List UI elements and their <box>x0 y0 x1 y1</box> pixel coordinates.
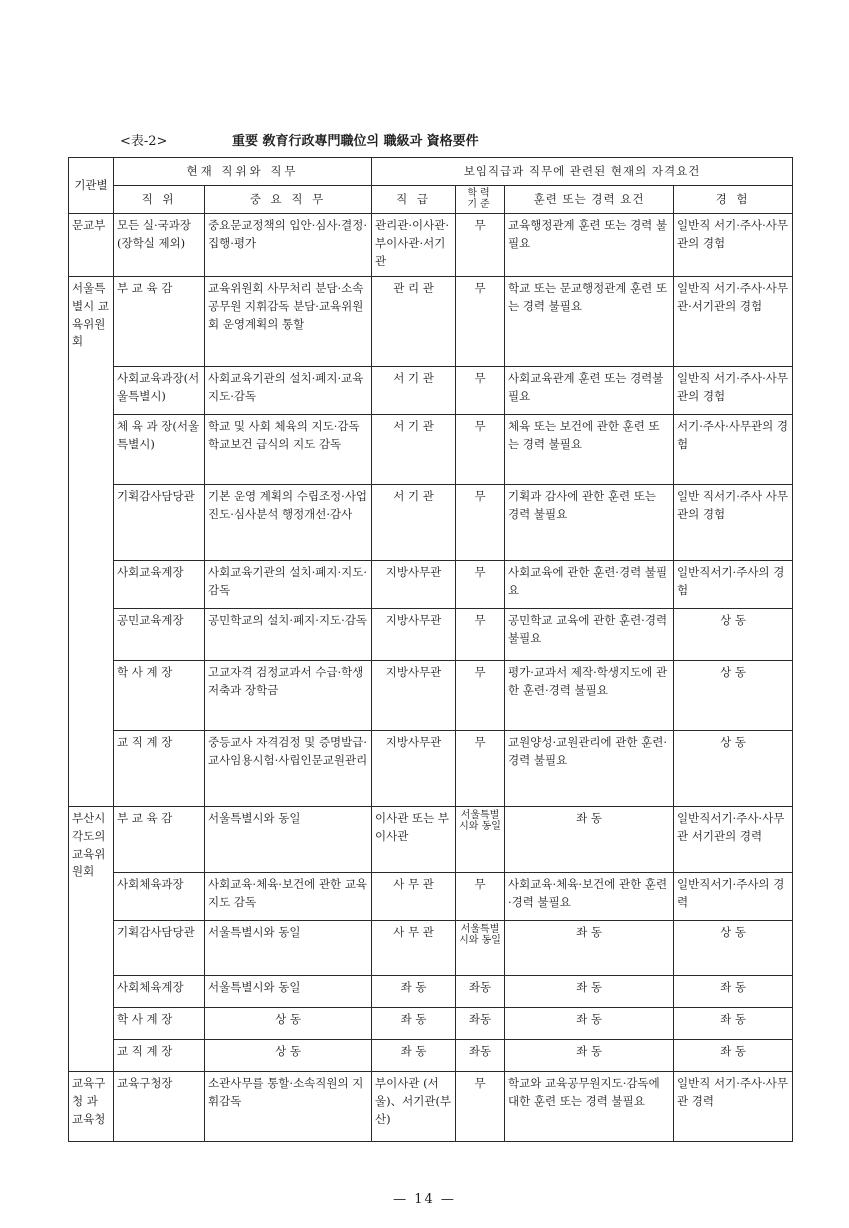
training-cell: 기획과 감사에 관한 훈련 또는 경력 불필요 <box>505 485 674 561</box>
header-row-1 <box>69 158 793 186</box>
table-row <box>69 277 793 367</box>
cert-cell: 서울특별시와 동일 <box>456 921 505 976</box>
duty-cell: 기본 운영 계획의 수립조정·사업진도·심사분석 행정개선·감사 <box>205 485 372 561</box>
duty-cell: 소관사무를 통할·소속직원의 지휘감독 <box>205 1072 372 1142</box>
cert-cell: 서울특별시와 동일 <box>456 807 505 873</box>
training-cell: 교육행정관계 훈련 또는 경력 불필요 <box>505 214 674 277</box>
table-row <box>69 873 793 921</box>
cert-cell: 좌동 <box>456 1008 505 1040</box>
cert-cell: 무 <box>456 661 505 731</box>
table-row <box>69 609 793 661</box>
duty-cell: 중등교사 자격검정 및 증명발급·교사임용시험·사립인문교원관리 <box>205 731 372 807</box>
header-required-group: 보임직급과 직무에 관련된 현재의 자격요건 <box>372 158 793 186</box>
grade-cell: 서 기 관 <box>372 485 456 561</box>
experience-cell: 일반직 서기·주사·사무관·서기관의 경험 <box>674 277 793 367</box>
header-org: 기관별 <box>69 158 114 214</box>
header-experience: 경 험 <box>674 186 793 214</box>
duty-cell: 공민학교의 설치·폐지·지도·감독 <box>205 609 372 661</box>
table-row <box>69 485 793 561</box>
header-row-2 <box>69 186 793 214</box>
grade-cell: 지방사무관 <box>372 561 456 609</box>
duty-cell: 서울특별시와 동일 <box>205 976 372 1008</box>
position-cell: 기획감사담당관 <box>114 485 205 561</box>
duty-cell: 사회교육기관의 설치·폐지·지도·감독 <box>205 561 372 609</box>
grade-cell: 관리관·이사관·부이사관·서기관 <box>372 214 456 277</box>
duty-cell: 서울특별시와 동일 <box>205 807 372 873</box>
position-cell: 교 직 계 장 <box>114 1040 205 1072</box>
experience-cell: 일반직서기·주사의 경력 <box>674 873 793 921</box>
table-row <box>69 976 793 1008</box>
position-cell: 교육구청장 <box>114 1072 205 1142</box>
experience-cell: 일반직서기·주사의 경험 <box>674 561 793 609</box>
position-cell: 모든 실·국과장(장학실 제외) <box>114 214 205 277</box>
training-cell: 교원양성·교원관리에 관한 훈련·경력 불필요 <box>505 731 674 807</box>
table-row <box>69 1008 793 1040</box>
position-cell: 기획감사담당관 <box>114 921 205 976</box>
header-current-group: 현재 직위와 직무 <box>114 158 372 186</box>
experience-cell: 일반직 서기·주사·사무관의 경험 <box>674 367 793 415</box>
duty-cell: 중요문교정책의 입안·심사·결정·집행·평가 <box>205 214 372 277</box>
position-cell: 사회체육계장 <box>114 976 205 1008</box>
table-row <box>69 415 793 485</box>
duty-cell: 사회교육기관의 설치·폐지·교육지도·감독 <box>205 367 372 415</box>
duty-cell: 상 동 <box>205 1040 372 1072</box>
training-cell: 좌 동 <box>505 1040 674 1072</box>
experience-cell: 좌 동 <box>674 976 793 1008</box>
grade-cell: 서 기 관 <box>372 415 456 485</box>
qualification-table <box>68 157 793 1142</box>
org-cell: 교육구청 과 교육청 <box>69 1072 114 1142</box>
grade-cell: 이사관 또는 부이사관 <box>372 807 456 873</box>
header-position: 직 위 <box>114 186 205 214</box>
table-row <box>69 731 793 807</box>
position-cell: 사회교육과장(서울특별시) <box>114 367 205 415</box>
cert-cell: 무 <box>456 415 505 485</box>
grade-cell: 좌 동 <box>372 976 456 1008</box>
experience-cell: 상 동 <box>674 661 793 731</box>
cert-cell: 무 <box>456 1072 505 1142</box>
table-row <box>69 367 793 415</box>
training-cell: 좌 동 <box>505 1008 674 1040</box>
position-cell: 사회교육계장 <box>114 561 205 609</box>
position-cell: 교 직 계 장 <box>114 731 205 807</box>
grade-cell: 사 무 관 <box>372 873 456 921</box>
grade-cell: 관 리 관 <box>372 277 456 367</box>
experience-cell: 상 동 <box>674 921 793 976</box>
table-row <box>69 807 793 873</box>
grade-cell: 사 무 관 <box>372 921 456 976</box>
experience-cell: 상 동 <box>674 609 793 661</box>
experience-cell: 일반직 서기·주사·사무관 경력 <box>674 1072 793 1142</box>
grade-cell: 지방사무관 <box>372 609 456 661</box>
cert-cell: 무 <box>456 609 505 661</box>
experience-cell: 좌 동 <box>674 1008 793 1040</box>
table-heading: 重要 敎育行政專門職位의 職級과 資格要件 <box>231 134 479 149</box>
cert-cell: 무 <box>456 561 505 609</box>
cert-cell: 좌동 <box>456 1040 505 1072</box>
table-tag: <表-2> <box>120 134 168 149</box>
training-cell: 학교와 교육공무원지도·감독에 대한 훈련 또는 경력 불필요 <box>505 1072 674 1142</box>
grade-cell: 좌 동 <box>372 1008 456 1040</box>
position-cell: 부 교 육 감 <box>114 807 205 873</box>
position-cell: 학 사 계 장 <box>114 1008 205 1040</box>
training-cell: 좌 동 <box>505 921 674 976</box>
training-cell: 좌 동 <box>505 976 674 1008</box>
training-cell: 좌 동 <box>505 807 674 873</box>
training-cell: 학교 또는 문교행정관계 훈련 또는 경력 불필요 <box>505 277 674 367</box>
cert-cell: 무 <box>456 485 505 561</box>
page-number: — 14 — <box>393 1192 456 1207</box>
position-cell: 학 사 계 장 <box>114 661 205 731</box>
header-grade: 직 급 <box>372 186 456 214</box>
experience-cell: 일반직 서기·주사·사무관의 경험 <box>674 214 793 277</box>
grade-cell: 서 기 관 <box>372 367 456 415</box>
duty-cell: 교육위원회 사무처리 분담·소속공무원 지휘감독 분담·교육위원회 운영계획의 통할 <box>205 277 372 367</box>
cert-cell: 무 <box>456 873 505 921</box>
experience-cell: 일반 직서기·주사 사무관의 경험 <box>674 485 793 561</box>
cert-cell: 무 <box>456 731 505 807</box>
grade-cell: 지방사무관 <box>372 731 456 807</box>
experience-cell: 좌 동 <box>674 1040 793 1072</box>
org-cell: 부산시 각도의 교육위원회 <box>69 807 114 1072</box>
table-row <box>69 921 793 976</box>
training-cell: 공민학교 교육에 관한 훈련·경력 불필요 <box>505 609 674 661</box>
duty-cell: 상 동 <box>205 1008 372 1040</box>
org-cell: 문교부 <box>69 214 114 277</box>
experience-cell: 상 동 <box>674 731 793 807</box>
position-cell: 체 육 과 장(서울특별시) <box>114 415 205 485</box>
table-title <box>120 130 479 149</box>
duty-cell: 고교자격 검정교과서 수급·학생저축과 장학금 <box>205 661 372 731</box>
cert-cell: 무 <box>456 367 505 415</box>
table-row <box>69 561 793 609</box>
training-cell: 사회교육에 관한 훈련·경력 불필요 <box>505 561 674 609</box>
cert-cell: 무 <box>456 214 505 277</box>
grade-cell: 부이사관 (서울)、서기관(부산) <box>372 1072 456 1142</box>
training-cell: 사회교육·체육·보건에 관한 훈련·경력 불필요 <box>505 873 674 921</box>
table-row <box>69 1072 793 1142</box>
table-row <box>69 1040 793 1072</box>
table-row <box>69 214 793 277</box>
grade-cell: 지방사무관 <box>372 661 456 731</box>
table-row <box>69 661 793 731</box>
header-duty: 중 요 직 무 <box>205 186 372 214</box>
duty-cell: 학교 및 사회 체육의 지도·감독 학교보건 급식의 지도 감독 <box>205 415 372 485</box>
duty-cell: 서울특별시와 동일 <box>205 921 372 976</box>
header-training: 훈련 또는 경력 요건 <box>505 186 674 214</box>
header-cert: 학력 기준 <box>456 186 505 214</box>
position-cell: 공민교육계장 <box>114 609 205 661</box>
cert-cell: 좌동 <box>456 976 505 1008</box>
position-cell: 사회체육과장 <box>114 873 205 921</box>
training-cell: 평가·교과서 제작·학생지도에 관한 훈련·경력 불필요 <box>505 661 674 731</box>
position-cell: 부 교 육 감 <box>114 277 205 367</box>
org-cell: 서울특별시 교육위원회 <box>69 277 114 807</box>
experience-cell: 일반직서기·주사·사무관 서기관의 경력 <box>674 807 793 873</box>
duty-cell: 사회교육·체육·보건에 관한 교육지도 감독 <box>205 873 372 921</box>
cert-cell: 무 <box>456 277 505 367</box>
training-cell: 체육 또는 보건에 관한 훈련 또는 경력 불필요 <box>505 415 674 485</box>
grade-cell: 좌 동 <box>372 1040 456 1072</box>
training-cell: 사회교육관계 훈련 또는 경력불필요 <box>505 367 674 415</box>
experience-cell: 서기·주사·사무관의 경험 <box>674 415 793 485</box>
